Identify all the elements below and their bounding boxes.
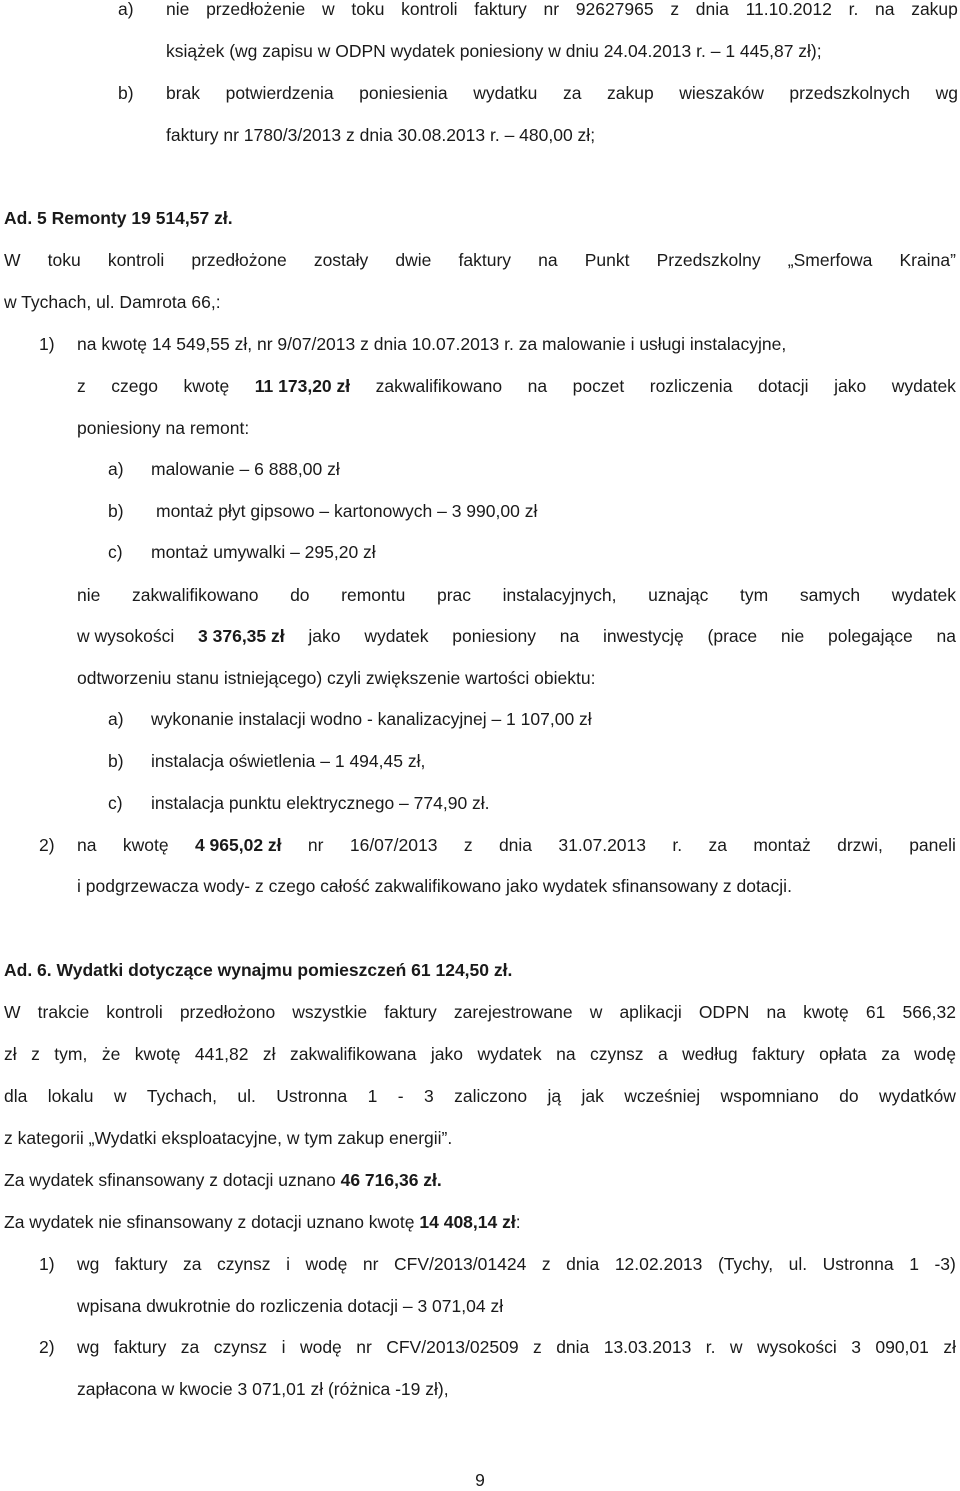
word: Kraina” — [899, 250, 956, 270]
word: i — [286, 1254, 290, 1274]
word: przedłożenie — [206, 0, 306, 19]
word: wodę — [299, 1337, 342, 1357]
paragraph-line: odtworzeniu stanu istniejącego) czyli zwiększenie wartości obiektu: — [77, 668, 596, 688]
word: 3 — [423, 1086, 434, 1106]
word: a — [657, 1044, 668, 1064]
word: zakup — [607, 83, 654, 103]
amount: 3 376,35 zł — [198, 626, 285, 646]
word: faktury — [474, 0, 527, 19]
word: kontroli — [401, 0, 458, 19]
word: za — [183, 1254, 202, 1274]
word: nr — [362, 1254, 379, 1274]
word: 13.03.2013 — [603, 1337, 692, 1357]
paragraph-line — [4, 1085, 956, 1107]
word: 92627965 — [575, 0, 654, 19]
word: przedszkolnych — [789, 83, 911, 103]
word: wydatek — [477, 1044, 542, 1064]
paragraph-line — [77, 584, 956, 606]
word: kwotę — [122, 835, 169, 855]
list-item-text — [77, 375, 956, 397]
list-item-text — [77, 1253, 956, 1275]
word: za — [708, 835, 727, 855]
paragraph-line — [4, 1043, 956, 1065]
word: inwestycję — [603, 626, 684, 646]
word: ODPN — [698, 1002, 750, 1022]
word: wg — [77, 1337, 100, 1357]
word: za — [562, 83, 582, 103]
word: ul. — [788, 1254, 808, 1274]
word: kwotę — [183, 376, 230, 396]
word: nr — [307, 835, 324, 855]
word: zaliczono — [454, 1086, 528, 1106]
word: na — [766, 1002, 786, 1022]
word: jak — [581, 1086, 604, 1106]
list-marker: a) — [108, 709, 124, 729]
word: faktury — [114, 1254, 168, 1274]
text: Za wydatek nie sfinansowany z dotacji uznano kwotę — [4, 1212, 415, 1232]
word: na — [527, 376, 548, 396]
word: 11.10.2012 — [745, 0, 832, 19]
word: tym — [740, 585, 769, 605]
word: „Smerfowa — [787, 250, 873, 270]
word: z — [541, 1254, 551, 1274]
word: CFV/2013/01424 — [394, 1254, 527, 1274]
word: prac — [436, 585, 472, 605]
list-item-text: wykonanie instalacji wodno - kanalizacyjnej – 1 107,00 zł — [151, 709, 592, 729]
word: faktury — [752, 1044, 805, 1064]
list-item-text: poniesiony na remont: — [77, 418, 250, 438]
word: czynsz — [213, 1337, 268, 1357]
list-item-text: książek (wg zapisu w ODPN wydatek poniesiony w dniu 24.04.2013 r. – 1 445,87 zł); — [166, 41, 822, 61]
paragraph-line — [77, 625, 956, 647]
text: : — [515, 1212, 521, 1232]
word: nr — [543, 0, 560, 19]
amount: 4 965,02 zł — [194, 835, 282, 855]
word: nie — [780, 626, 805, 646]
page-number: 9 — [475, 1470, 485, 1490]
word: na — [77, 835, 97, 855]
word: nie — [166, 0, 190, 19]
word: zakwalifikowano — [375, 376, 503, 396]
list-item-text: wpisana dwukrotnie do rozliczenia dotacji – 3 071,04 zł — [77, 1296, 504, 1316]
word: zakwalifikowano — [131, 585, 259, 605]
list-marker: b) — [108, 501, 124, 521]
paragraph-line — [4, 1001, 956, 1023]
word: 441,82 — [194, 1044, 249, 1064]
word: tym, — [54, 1044, 88, 1064]
word: r. — [672, 835, 683, 855]
word: W — [4, 1002, 21, 1022]
word: dla — [4, 1086, 28, 1106]
word: trakcie — [37, 1002, 90, 1022]
word: uznając — [648, 585, 709, 605]
word: wydatek — [891, 585, 956, 605]
word: poniesienia — [359, 83, 448, 103]
word: za — [180, 1337, 200, 1357]
word: kwotę — [803, 1002, 849, 1022]
word: z — [533, 1337, 542, 1357]
word: 31.07.2013 — [558, 835, 647, 855]
list-item-text: malowanie – 6 888,00 zł — [151, 459, 340, 479]
word: z — [670, 0, 680, 19]
word: montaż — [753, 835, 811, 855]
word: drzwi, — [837, 835, 883, 855]
word: kontroli — [106, 1002, 163, 1022]
list-marker: b) — [108, 751, 124, 771]
word: brak — [166, 83, 201, 103]
word: do — [839, 1086, 859, 1106]
word: r. — [705, 1337, 716, 1357]
word: wydatek — [891, 376, 956, 396]
word: z — [31, 1044, 40, 1064]
word: na — [936, 626, 956, 646]
list-item-text: na kwotę 14 549,55 zł, nr 9/07/2013 z dnia 10.07.2013 r. za malowanie i usługi instalacyjne, — [77, 334, 787, 354]
word: w wysokości — [77, 626, 175, 646]
word: lokalu — [47, 1086, 94, 1106]
word: dnia — [566, 1254, 600, 1274]
word: zł — [943, 1337, 956, 1357]
list-item-text: montaż umywalki – 295,20 zł — [151, 542, 376, 562]
word: zł — [4, 1044, 17, 1064]
word: do — [290, 585, 310, 605]
word: dnia — [695, 0, 729, 19]
word: na — [875, 0, 895, 19]
word: w — [589, 1002, 603, 1022]
word: (prace — [707, 626, 758, 646]
paragraph-line: z kategorii „Wydatki eksploatacyjne, w tym zakup energii”. — [4, 1128, 453, 1148]
word: instalacyjnych, — [502, 585, 617, 605]
word: na — [556, 1044, 576, 1064]
word: wydatek — [364, 626, 429, 646]
word: wieszaków — [679, 83, 764, 103]
list-marker: b) — [118, 83, 134, 103]
word: w — [322, 0, 335, 19]
word: Tychach, — [146, 1086, 217, 1106]
word: w — [729, 1337, 743, 1357]
word: przedłożone — [191, 250, 287, 270]
paragraph-line — [4, 1211, 521, 1233]
word: zarejestrowane — [453, 1002, 573, 1022]
word: 1 — [909, 1254, 919, 1274]
word: 12.02.2013 — [614, 1254, 703, 1274]
word: wodę — [305, 1254, 348, 1274]
word: ul. — [237, 1086, 256, 1106]
word: 1 — [367, 1086, 378, 1106]
paragraph-line — [4, 249, 956, 271]
word: Ustronna — [822, 1254, 894, 1274]
paragraph-line: w Tychach, ul. Damrota 66,: — [4, 292, 221, 312]
list-item-text: montaż płyt gipsowo – kartonowych – 3 990,00 zł — [156, 501, 538, 521]
section-heading: Ad. 6. Wydatki dotyczące wynajmu pomieszczeń 61 124,50 zł. — [4, 960, 513, 980]
word: wcześniej — [624, 1086, 701, 1106]
list-item-text — [77, 834, 956, 856]
text: Za wydatek sfinansowany z dotacji uznano — [4, 1170, 336, 1190]
word: 61 — [865, 1002, 886, 1022]
amount: 14 408,14 zł — [419, 1212, 516, 1232]
word: Przedszkolny — [656, 250, 761, 270]
word: dnia — [556, 1337, 590, 1357]
word: w — [113, 1086, 127, 1106]
word: że — [101, 1044, 121, 1064]
word: kwotę — [134, 1044, 181, 1064]
list-marker: 1) — [39, 1254, 55, 1274]
list-item-text: faktury nr 1780/3/2013 z dnia 30.08.2013 r. – 480,00 zł; — [166, 125, 596, 145]
word: W — [4, 250, 21, 270]
word: - — [397, 1086, 404, 1106]
word: poniesiony — [452, 626, 536, 646]
word: (Tychy, — [717, 1254, 774, 1274]
word: 3 — [851, 1337, 861, 1357]
word: wg — [935, 83, 958, 103]
list-marker: 2) — [39, 835, 55, 855]
word: 566,32 — [902, 1002, 956, 1022]
word: potwierdzenia — [225, 83, 334, 103]
word: nr — [356, 1337, 372, 1357]
word: według — [682, 1044, 738, 1064]
list-marker: c) — [108, 542, 123, 562]
word: toku — [47, 250, 81, 270]
word: nie — [77, 585, 101, 605]
word: zostały — [313, 250, 369, 270]
word: 090,01 — [875, 1337, 929, 1357]
word: czynsz — [590, 1044, 644, 1064]
word: CFV/2013/02509 — [386, 1337, 519, 1357]
word: opłata — [819, 1044, 867, 1064]
amount: 46 716,36 zł. — [340, 1170, 442, 1190]
paragraph-line — [4, 1169, 442, 1191]
amount: 11 173,20 zł — [254, 376, 351, 396]
word: Punkt — [584, 250, 630, 270]
list-item-text: instalacja oświetlenia – 1 494,45 zł, — [151, 751, 426, 771]
word: jako — [834, 376, 867, 396]
word: wodę — [914, 1044, 956, 1064]
word: wg — [77, 1254, 100, 1274]
word: wspomniano — [720, 1086, 819, 1106]
list-item-text — [166, 82, 958, 104]
word: polegające — [828, 626, 913, 646]
word: -3) — [934, 1254, 956, 1274]
word: samych — [799, 585, 861, 605]
word: jako — [430, 1044, 464, 1064]
word: czego — [111, 376, 158, 396]
list-marker: 1) — [39, 334, 55, 354]
word: poczet — [572, 376, 625, 396]
word: za — [881, 1044, 900, 1064]
word: ją — [547, 1086, 562, 1106]
word: wydatku — [473, 83, 538, 103]
word: kontroli — [107, 250, 165, 270]
word: jako — [308, 626, 341, 646]
word: dotacji — [757, 376, 809, 396]
word: z — [463, 835, 473, 855]
word: dwie — [395, 250, 432, 270]
word: czynsz — [217, 1254, 271, 1274]
list-item-text — [166, 0, 958, 20]
word: i — [281, 1337, 286, 1357]
word: r. — [848, 0, 859, 19]
word: faktury — [384, 1002, 437, 1022]
section-heading: Ad. 5 Remonty 19 514,57 zł. — [4, 208, 233, 228]
word: wydatków — [879, 1086, 956, 1106]
word: toku — [351, 0, 385, 19]
word: rozliczenia — [649, 376, 733, 396]
word: na — [538, 250, 558, 270]
list-marker: a) — [118, 0, 134, 19]
word: przedłożono — [179, 1002, 276, 1022]
word: zakwalifikowana — [290, 1044, 417, 1064]
word: remontu — [341, 585, 406, 605]
word: 16/07/2013 — [349, 835, 438, 855]
list-item-text: instalacja punktu elektrycznego – 774,90 zł. — [151, 793, 490, 813]
word: zakup — [911, 0, 958, 19]
word: wysokości — [757, 1337, 837, 1357]
word: faktury — [458, 250, 512, 270]
word: z — [77, 376, 86, 396]
word: paneli — [909, 835, 956, 855]
word: faktury — [113, 1337, 167, 1357]
list-item-text: i podgrzewacza wody- z czego całość zakwalifikowano jako wydatek sfinansowany z dotacji. — [77, 876, 792, 896]
word: Ustronna — [276, 1086, 348, 1106]
word: wszystkie — [292, 1002, 368, 1022]
word: dnia — [498, 835, 533, 855]
list-marker: 2) — [39, 1337, 55, 1357]
word: aplikacji — [619, 1002, 682, 1022]
list-marker: a) — [108, 459, 124, 479]
word: zł — [262, 1044, 276, 1064]
list-item-text — [77, 1336, 956, 1358]
word: na — [559, 626, 580, 646]
list-marker: c) — [108, 793, 123, 813]
list-item-text: zapłacona w kwocie 3 071,01 zł (różnica -19 zł), — [77, 1379, 449, 1399]
